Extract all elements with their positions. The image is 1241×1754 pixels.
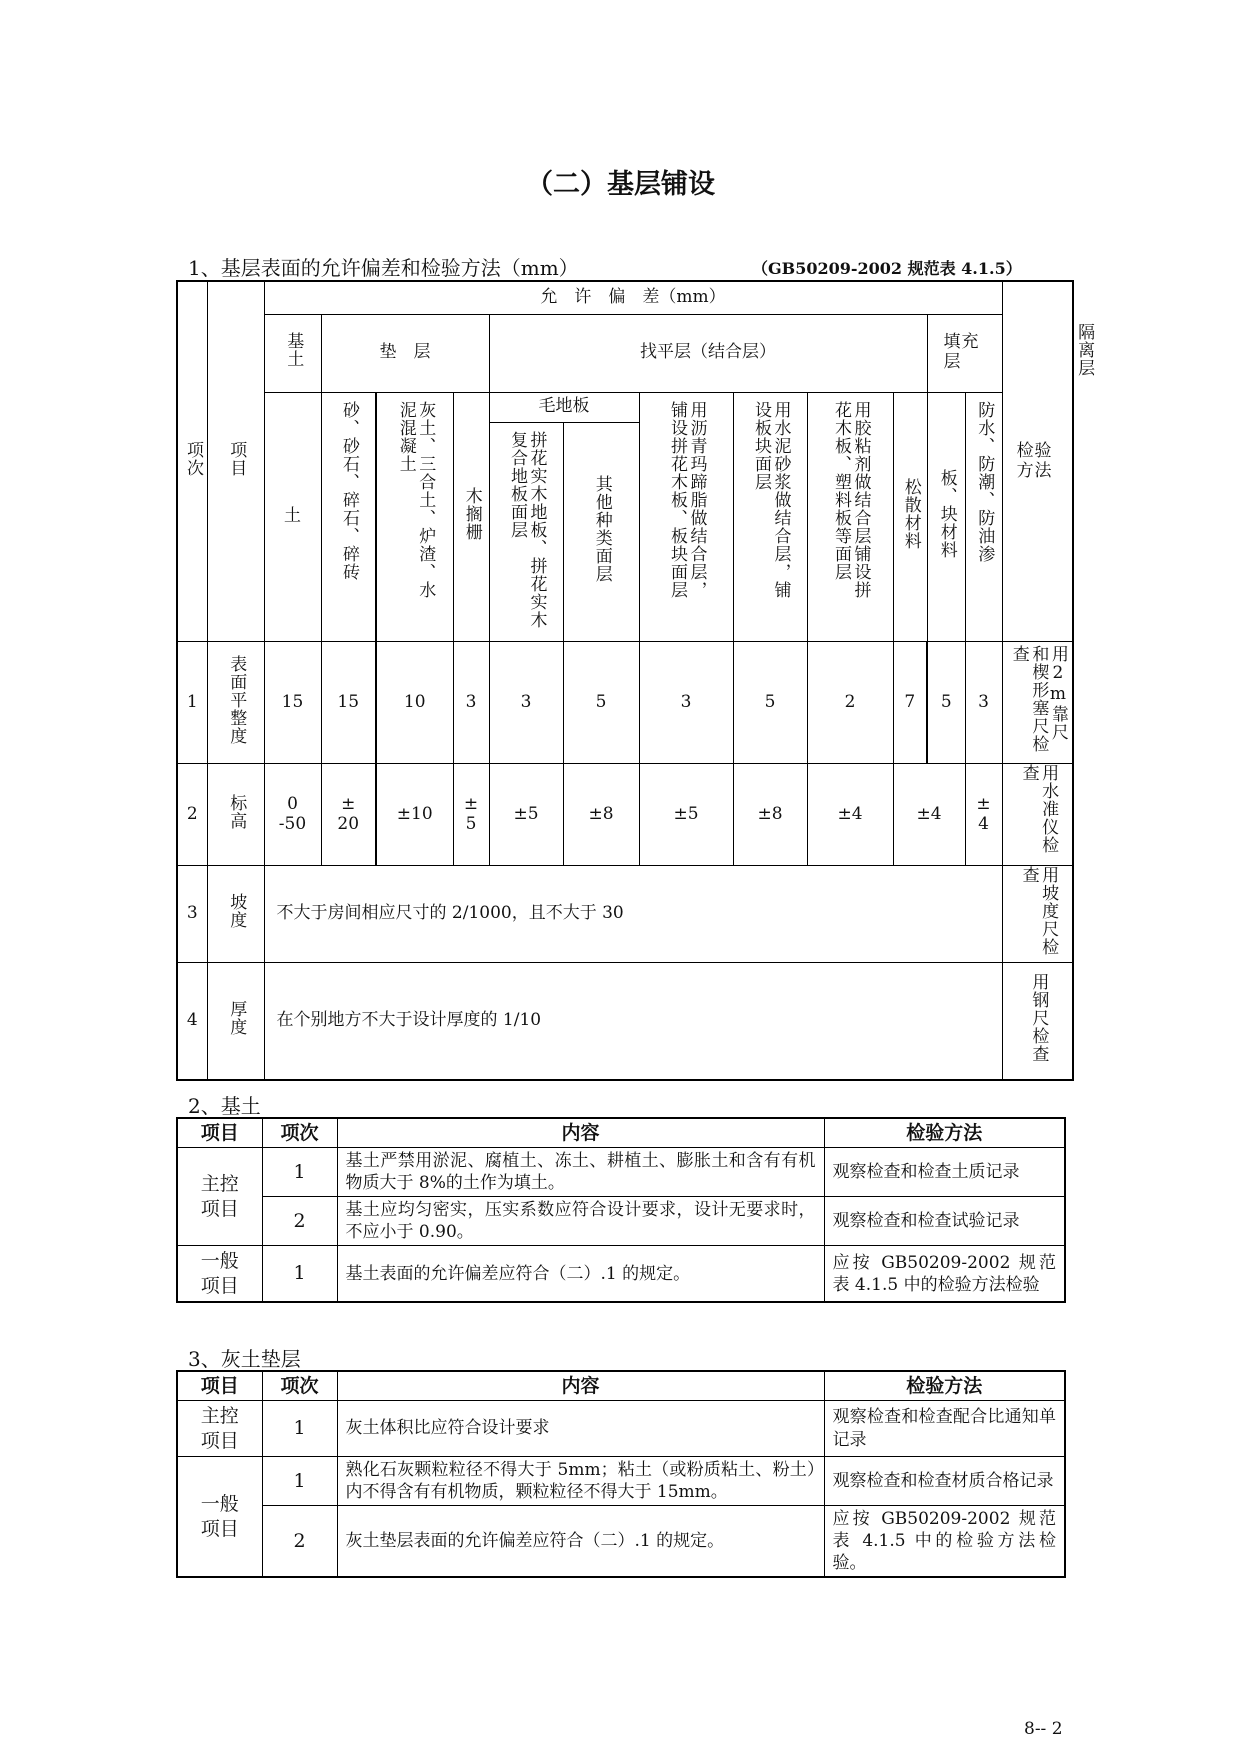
group-label: 一般 项目 <box>177 1246 262 1302</box>
col-header: 项目 <box>177 1371 262 1401</box>
row-content: 熟化石灰颗粒粒径不得大于 5mm；粘土（或粉质粘土、粉土）内不得含有有机物质，颗粒粒径不得大于 15mm。 <box>337 1457 824 1506</box>
col-lime-soil: 灰土、三合土、炉渣、水泥混凝土 <box>376 392 453 642</box>
row-method: 用水准仪检查 <box>1002 764 1073 866</box>
section2-heading: 2、基土 <box>188 1094 261 1118</box>
row-item: 表面平整度 <box>207 642 264 764</box>
section3-heading: 3、灰土垫层 <box>188 1347 301 1371</box>
col-header: 检验方法 <box>824 1118 1065 1148</box>
cell-value: 3 <box>639 642 733 764</box>
table-row <box>177 1197 1065 1246</box>
cell-value: 0 -50 <box>264 764 321 866</box>
col-header: 内容 <box>337 1118 824 1148</box>
table-row <box>177 1246 1065 1302</box>
table-row <box>177 1401 1065 1457</box>
col-header-item: 项目 <box>207 281 264 642</box>
cell-value: ±4 <box>893 764 965 866</box>
cell-value: 5 <box>563 642 639 764</box>
section1-heading: 1、基层表面的允许偏差和检验方法（mm） <box>188 256 579 280</box>
group-label: 主控 项目 <box>177 1148 262 1246</box>
col-header: 检验方法 <box>824 1371 1065 1401</box>
col-other-surface: 其他种类面层 <box>563 422 639 642</box>
section3-table <box>176 1370 1066 1578</box>
row-text: 不大于房间相应尺寸的 2/1000，且不大于 30 <box>264 866 1002 963</box>
page-title: （二）基层铺设 <box>526 169 715 200</box>
row-no: 2 <box>262 1506 337 1578</box>
cell-value: 5 <box>927 642 965 764</box>
col-board: 板、块材料 <box>927 392 965 642</box>
group-fill: 填充层 <box>927 314 1002 392</box>
row-content: 灰土垫层表面的允许偏差应符合（二）.1 的规定。 <box>337 1506 824 1578</box>
table-row <box>177 1457 1065 1506</box>
col-header: 项次 <box>262 1371 337 1401</box>
col-header: 项次 <box>262 1118 337 1148</box>
row-content: 基土应均匀密实，压实系数应符合设计要求，设计无要求时，不应小于 0.90。 <box>337 1197 824 1246</box>
tolerance-table: 项次 项目 允 许 偏 差（mm） 检验方法 基土 垫 层 找平层（结合层） 填充层 隔离层 土 砂、砂石、碎石、碎砖 灰土、三合土、炉渣、水泥混凝土 木搁栅 毛地板 用沥青玛蹄脂做结合层，铺设拼花木板、板块面层 用水泥砂浆做结合层，铺设板块面层 用胶粘剂做结合层铺设拼花木板、塑料板等面层 松散材料 板、块材料 防水、防潮、防油渗 拼花实木地板、拼花实木复合地板面层 其他种类面层 1 表面平整度 15 15 10 3 3 5 3 5 2 7 5 3 用2m靠尺和楔形塞尺检查 2 标高 0 -50 ± 20 ±10 ± 5 ±5 ±8 ±5 ±8 ±4 ±4 ± 4 用水准仪检查 3 坡度 不大于房间相应尺寸的 2/1000，且不大于 30 用坡度尺检查 4 厚度 在个别地方不大于设计厚度的 1/10 用钢尺检查 <box>176 280 1074 1081</box>
row-method: 用2m靠尺和楔形塞尺检查 <box>1002 642 1073 764</box>
row-text: 在个别地方不大于设计厚度的 1/10 <box>264 962 1002 1080</box>
cell-value: 5 <box>733 642 807 764</box>
row-no: 1 <box>262 1401 337 1457</box>
cell-value: ± 20 <box>321 764 376 866</box>
col-cement-mortar: 用水泥砂浆做结合层，铺设板块面层 <box>733 392 807 642</box>
row-no: 1 <box>262 1148 337 1197</box>
row-method: 应按 GB50209-2002 规范表 4.1.5 中的检验方法检验 <box>824 1246 1065 1302</box>
col-header: 内容 <box>337 1371 824 1401</box>
group-label: 一般 项目 <box>177 1457 262 1578</box>
row-item: 标高 <box>207 764 264 866</box>
col-adhesive: 用胶粘剂做结合层铺设拼花木板、塑料板等面层 <box>807 392 893 642</box>
row-no: 4 <box>177 962 207 1080</box>
cell-value: ±10 <box>376 764 453 866</box>
cell-value: 3 <box>453 642 489 764</box>
cell-value: 3 <box>489 642 563 764</box>
row-content: 灰土体积比应符合设计要求 <box>337 1401 824 1457</box>
row-no: 3 <box>177 866 207 963</box>
row-method: 观察检查和检查材质合格记录 <box>824 1457 1065 1506</box>
row-content: 基土表面的允许偏差应符合（二）.1 的规定。 <box>337 1246 824 1302</box>
cell-value: 3 <box>965 642 1002 764</box>
table-row <box>177 1506 1065 1578</box>
row-no: 1 <box>177 642 207 764</box>
cell-value: ± 5 <box>453 764 489 866</box>
col-header-item-no: 项次 <box>177 281 207 642</box>
col-parquet: 拼花实木地板、拼花实木复合地板面层 <box>489 422 563 642</box>
subgroup-wood: 毛地板 <box>489 392 639 422</box>
section2-table <box>176 1117 1066 1303</box>
col-header: 项目 <box>177 1118 262 1148</box>
group-cushion: 垫 层 <box>321 314 489 392</box>
row-method: 用坡度尺检查 <box>1002 866 1073 963</box>
cell-value: ±8 <box>563 764 639 866</box>
col-joist: 木搁栅 <box>453 392 489 642</box>
row-content: 基土严禁用淤泥、腐植土、冻土、耕植土、膨胀土和含有有机物质大于 8%的土作为填土。 <box>337 1148 824 1197</box>
cell-value: ±5 <box>639 764 733 866</box>
row-no: 1 <box>262 1457 337 1506</box>
row-method: 用钢尺检查 <box>1002 962 1073 1080</box>
cell-value: ±5 <box>489 764 563 866</box>
row-item: 坡度 <box>207 866 264 963</box>
table-row <box>177 764 1073 866</box>
col-loose: 松散材料 <box>893 392 927 642</box>
row-no: 2 <box>262 1197 337 1246</box>
table-row <box>177 642 1073 764</box>
cell-value: 10 <box>376 642 453 764</box>
table-row <box>177 1148 1065 1197</box>
row-method: 观察检查和检查配合比通知单记录 <box>824 1401 1065 1457</box>
cell-value: ±8 <box>733 764 807 866</box>
col-asphalt: 用沥青玛蹄脂做结合层，铺设拼花木板、板块面层 <box>639 392 733 642</box>
col-header-method: 检验方法 <box>1002 281 1073 642</box>
col-sand: 砂、砂石、碎石、碎砖 <box>321 392 376 642</box>
col-soil: 土 <box>264 392 321 642</box>
row-method: 观察检查和检查土质记录 <box>824 1148 1065 1197</box>
col-header-allowed: 允 许 偏 差（mm） <box>264 281 1002 314</box>
group-leveling: 找平层（结合层） <box>489 314 927 392</box>
cell-value: 15 <box>264 642 321 764</box>
row-no: 1 <box>262 1246 337 1302</box>
cell-value: 15 <box>321 642 376 764</box>
table-row <box>177 866 1073 963</box>
row-method: 观察检查和检查试验记录 <box>824 1197 1065 1246</box>
cell-value: ± 4 <box>965 764 1002 866</box>
cell-value: 2 <box>807 642 893 764</box>
row-no: 2 <box>177 764 207 866</box>
group-soil: 基土 <box>264 314 321 392</box>
section1-reference: （GB50209-2002 规范表 4.1.5） <box>752 259 1022 278</box>
cell-value: ±4 <box>807 764 893 866</box>
row-method: 应按 GB50209-2002 规范表 4.1.5 中的检验方法检验。 <box>824 1506 1065 1578</box>
group-label: 主控 项目 <box>177 1401 262 1457</box>
page-number: 8-- 2 <box>1024 1719 1063 1739</box>
row-item: 厚度 <box>207 962 264 1080</box>
col-waterproof: 防水、防潮、防油渗 <box>965 392 1002 642</box>
cell-value: 7 <box>893 642 927 764</box>
table-row <box>177 962 1073 1080</box>
